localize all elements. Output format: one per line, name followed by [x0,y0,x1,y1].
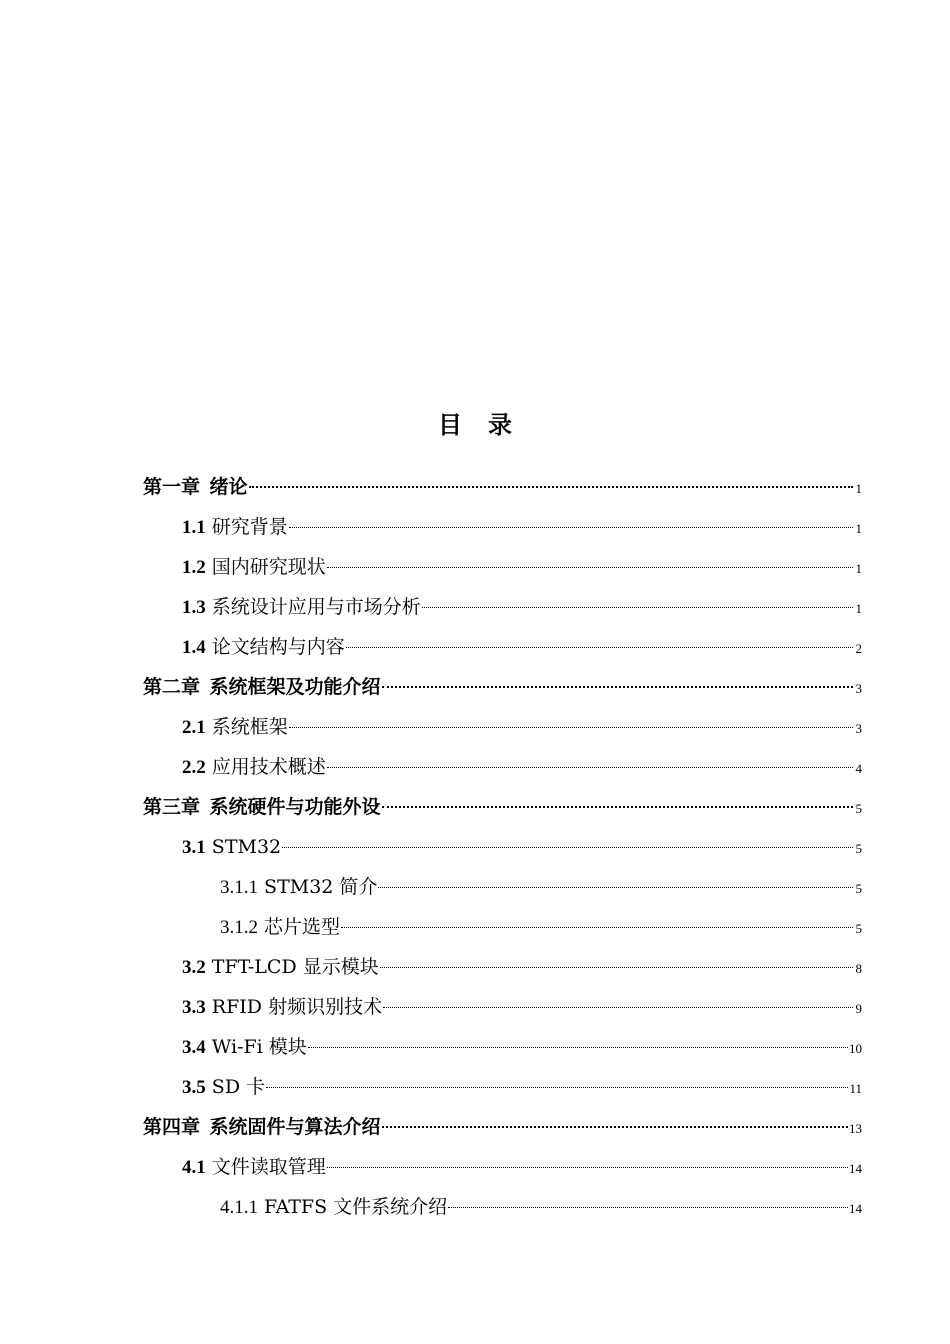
toc-page-number: 1 [855,481,862,496]
toc-page-number: 9 [855,1001,862,1016]
toc-entry-number: 3.3 [182,997,206,1018]
toc-entry-label [182,1147,326,1188]
toc-entry-number: 第二章 [143,676,201,698]
toc-entry-number: 4.1 [182,1157,206,1178]
toc-entry-spacer [200,676,210,698]
toc-dot-leader [346,647,853,648]
toc-entry-title: STM32 [211,836,282,858]
toc-dot-leader [383,1007,853,1008]
toc-page-number: 13 [849,1121,862,1136]
toc-entry-1-3[interactable] [0,587,950,627]
toc-entry-title: 芯片选型 [264,916,341,938]
toc-entry-label [182,587,421,628]
toc-page-number: 1 [855,561,862,576]
toc-entry-number: 4.1.1 [220,1197,258,1218]
toc-dot-leader [249,486,853,488]
toc-entry-第三章[interactable] [0,787,950,827]
toc-entry-number: 1.2 [182,557,206,578]
toc-entry-title: 研究背景 [211,516,288,538]
toc-entry-4-1-1[interactable] [0,1187,950,1227]
toc-page-number: 1 [855,601,862,616]
toc-entry-spacer [200,1116,210,1138]
toc-entry-label [143,667,381,707]
toc-entry-title: 论文结构与内容 [211,636,345,658]
toc-entry-title: FATFS 文件系统介绍 [264,1196,448,1218]
toc-entry-number: 1.4 [182,637,206,658]
toc-entry-label [182,1027,307,1068]
toc-entry-spacer [200,476,210,498]
toc-entry-number: 3.1.2 [220,917,258,938]
toc-entry-number: 第一章 [143,476,201,498]
toc-title [0,408,950,442]
toc-entry-number: 3.1.1 [220,877,258,898]
toc-dot-leader [327,1167,848,1168]
toc-entry-title: 系统设计应用与市场分析 [211,596,421,618]
toc-entry-title: 应用技术概述 [211,756,326,778]
toc-entry-title: 文件读取管理 [211,1156,326,1178]
toc-entry-4-1[interactable] [0,1147,950,1187]
toc-entry-number: 第三章 [143,796,201,818]
toc-entry-第一章[interactable] [0,467,950,507]
toc-dot-leader [308,1047,848,1048]
toc-dot-leader [327,567,853,568]
toc-entry-number: 1.1 [182,517,206,538]
toc-dot-leader [266,1087,848,1088]
toc-entry-number: 3.5 [182,1077,206,1098]
toc-dot-leader [378,887,853,888]
toc-entry-3-1[interactable] [0,827,950,867]
toc-entry-label [220,1187,447,1228]
toc-entry-title: RFID 射频识别技术 [211,996,383,1018]
toc-entry-label [143,467,248,507]
toc-entry-2-2[interactable] [0,747,950,787]
toc-dot-leader [380,967,853,968]
toc-entry-title: 国内研究现状 [211,556,326,578]
toc-title-left: 目 [438,411,462,439]
toc-page-number: 11 [849,1081,862,1096]
toc-dot-leader [289,727,853,728]
toc-entry-label [143,1107,381,1147]
toc-page-number: 5 [855,841,862,856]
toc-entry-number: 3.1 [182,837,206,858]
toc-entry-第二章[interactable] [0,667,950,707]
toc-page-number: 8 [855,961,862,976]
toc-entry-spacer [200,796,210,818]
toc-entry-title: 绪论 [209,476,248,498]
toc-entry-number: 1.3 [182,597,206,618]
toc-page-number: 5 [855,881,862,896]
toc-entry-3-4[interactable] [0,1027,950,1067]
toc-entry-label [220,867,377,908]
toc-entry-title: 系统框架 [211,716,288,738]
toc-entry-1-1[interactable] [0,507,950,547]
toc-entry-3-5[interactable] [0,1067,950,1107]
toc-entry-label [182,507,288,548]
toc-entry-第四章[interactable] [0,1107,950,1147]
toc-entry-label [182,627,345,668]
toc-dot-leader [282,847,853,848]
toc-entry-label [143,787,381,827]
toc-dot-leader [341,927,853,928]
toc-entry-3-3[interactable] [0,987,950,1027]
toc-page-number: 10 [849,1041,862,1056]
toc-dot-leader [422,607,853,608]
toc-entry-1-2[interactable] [0,547,950,587]
toc-entry-number: 2.2 [182,757,206,778]
toc-dot-leader [382,806,853,808]
toc-page-number: 3 [855,681,862,696]
toc-entry-label [220,907,340,948]
toc-title-right: 录 [488,411,512,439]
toc-entry-3-2[interactable] [0,947,950,987]
toc-entry-2-1[interactable] [0,707,950,747]
toc-dot-leader [289,527,853,528]
toc-entry-label [182,547,326,588]
toc-entry-label [182,1067,265,1108]
toc-page-number: 2 [855,641,862,656]
toc-page-number: 14 [849,1161,862,1176]
toc-dot-leader [382,686,853,688]
toc-page-number: 4 [855,761,862,776]
toc-entry-title: 系统硬件与功能外设 [209,796,381,818]
toc-entry-number: 第四章 [143,1116,201,1138]
toc-entry-title: 系统固件与算法介绍 [209,1116,381,1138]
toc-entry-3-1-2[interactable] [0,907,950,947]
toc-entry-1-4[interactable] [0,627,950,667]
toc-entry-label [182,707,288,748]
toc-entry-title: TFT-LCD 显示模块 [211,956,379,978]
toc-entry-label [182,827,281,868]
toc-page-number: 14 [849,1201,862,1216]
toc-entry-3-1-1[interactable] [0,867,950,907]
toc-page-number: 1 [855,521,862,536]
toc-entry-title: STM32 简介 [264,876,378,898]
toc-dot-leader [382,1126,848,1128]
table-of-contents [0,467,950,1227]
toc-entry-label [182,947,379,988]
toc-entry-title: 系统框架及功能介绍 [209,676,381,698]
toc-entry-title: SD 卡 [211,1076,266,1098]
toc-entry-title: Wi-Fi 模块 [211,1036,307,1058]
toc-page-number: 5 [855,801,862,816]
toc-entry-number: 3.4 [182,1037,206,1058]
toc-entry-label [182,747,326,788]
toc-entry-number: 2.1 [182,717,206,738]
toc-dot-leader [327,767,853,768]
toc-page-number: 5 [855,921,862,936]
toc-page-number: 3 [855,721,862,736]
toc-entry-number: 3.2 [182,957,206,978]
toc-dot-leader [448,1207,848,1208]
toc-entry-label [182,987,382,1028]
